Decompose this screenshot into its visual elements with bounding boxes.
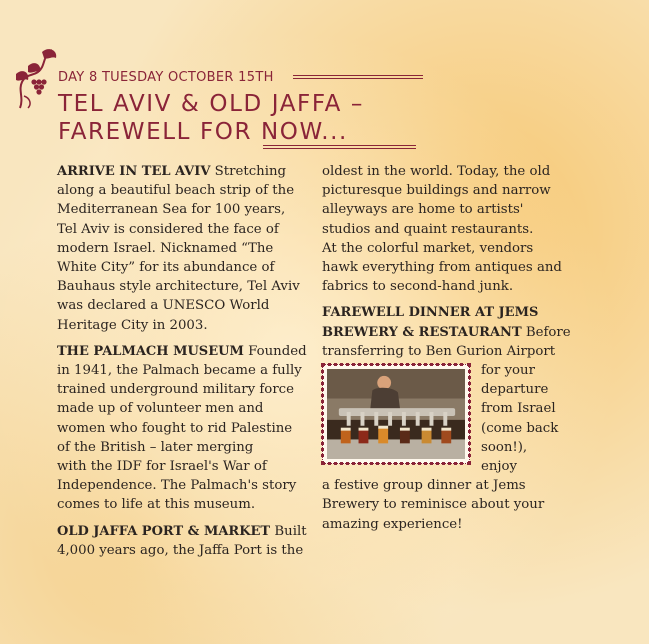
brewery-photo [322, 364, 470, 464]
tel-aviv-paragraph: ARRIVE IN TEL AVIV Stretching along a beautiful beach strip of the Mediterranean Sea for 100 years, Tel Aviv is considered the face of modern Israel. Nicknamed “The White City” for its abundance of Bauhaus style architecture, Tel Aviv was declared a UNESCO World Heritage City in 2003. [57, 164, 300, 333]
title-rule [263, 145, 416, 149]
title-line-2: FAREWELL FOR NOW... [58, 119, 348, 145]
jaffa-paragraph: OLD JAFFA PORT & MARKET Built 4,000 years ago, the Jaffa Port is the [57, 523, 307, 558]
farewell-heading-line-1: FAREWELL DINNER AT JEMS [322, 305, 539, 321]
page-title [58, 90, 364, 146]
jaffa-heading: OLD JAFFA PORT & MARKET [57, 523, 271, 539]
heading-rule [293, 75, 423, 79]
farewell-heading-line-2: BREWERY & RESTAURANT [322, 324, 522, 340]
right-column [322, 162, 582, 541]
left-column [57, 162, 307, 567]
title-line-1: TEL AVIV & OLD JAFFA – [58, 91, 364, 117]
grape-vine-icon [12, 46, 60, 116]
bartender-pouring-beer-image [327, 369, 465, 459]
palmach-heading: THE PALMACH MUSEUM [57, 343, 244, 359]
palmach-paragraph: THE PALMACH MUSEUM Founded in 1941, the Palmach became a fully trained underground military force made up of volunteer men and women who fought to rid Palestine of the British – later merging with the IDF for Israel's War of Independence. The Palmach's story comes to life at this museum. [57, 343, 307, 513]
tel-aviv-heading: ARRIVE IN TEL AVIV [57, 164, 211, 179]
jaffa-paragraph-continued: oldest in the world. Today, the old picturesque buildings and narrow alleyways are home to artists' studios and quaint restaurants. At the colorful market, vendors hawk everything from antiques and fabrics to second-hand junk. [322, 164, 562, 295]
farewell-dinner-paragraph: FAREWELL DINNER AT JEMS BREWERY & RESTAURANT Before transferring to Ben Gurion Airport for your departure from Israel (come back soon!), enjoy a festive group dinner at Jems Brewery to reminisce about your amazing experience! [322, 305, 571, 532]
day-heading: DAY 8 TUESDAY OCTOBER 15TH [58, 70, 274, 85]
